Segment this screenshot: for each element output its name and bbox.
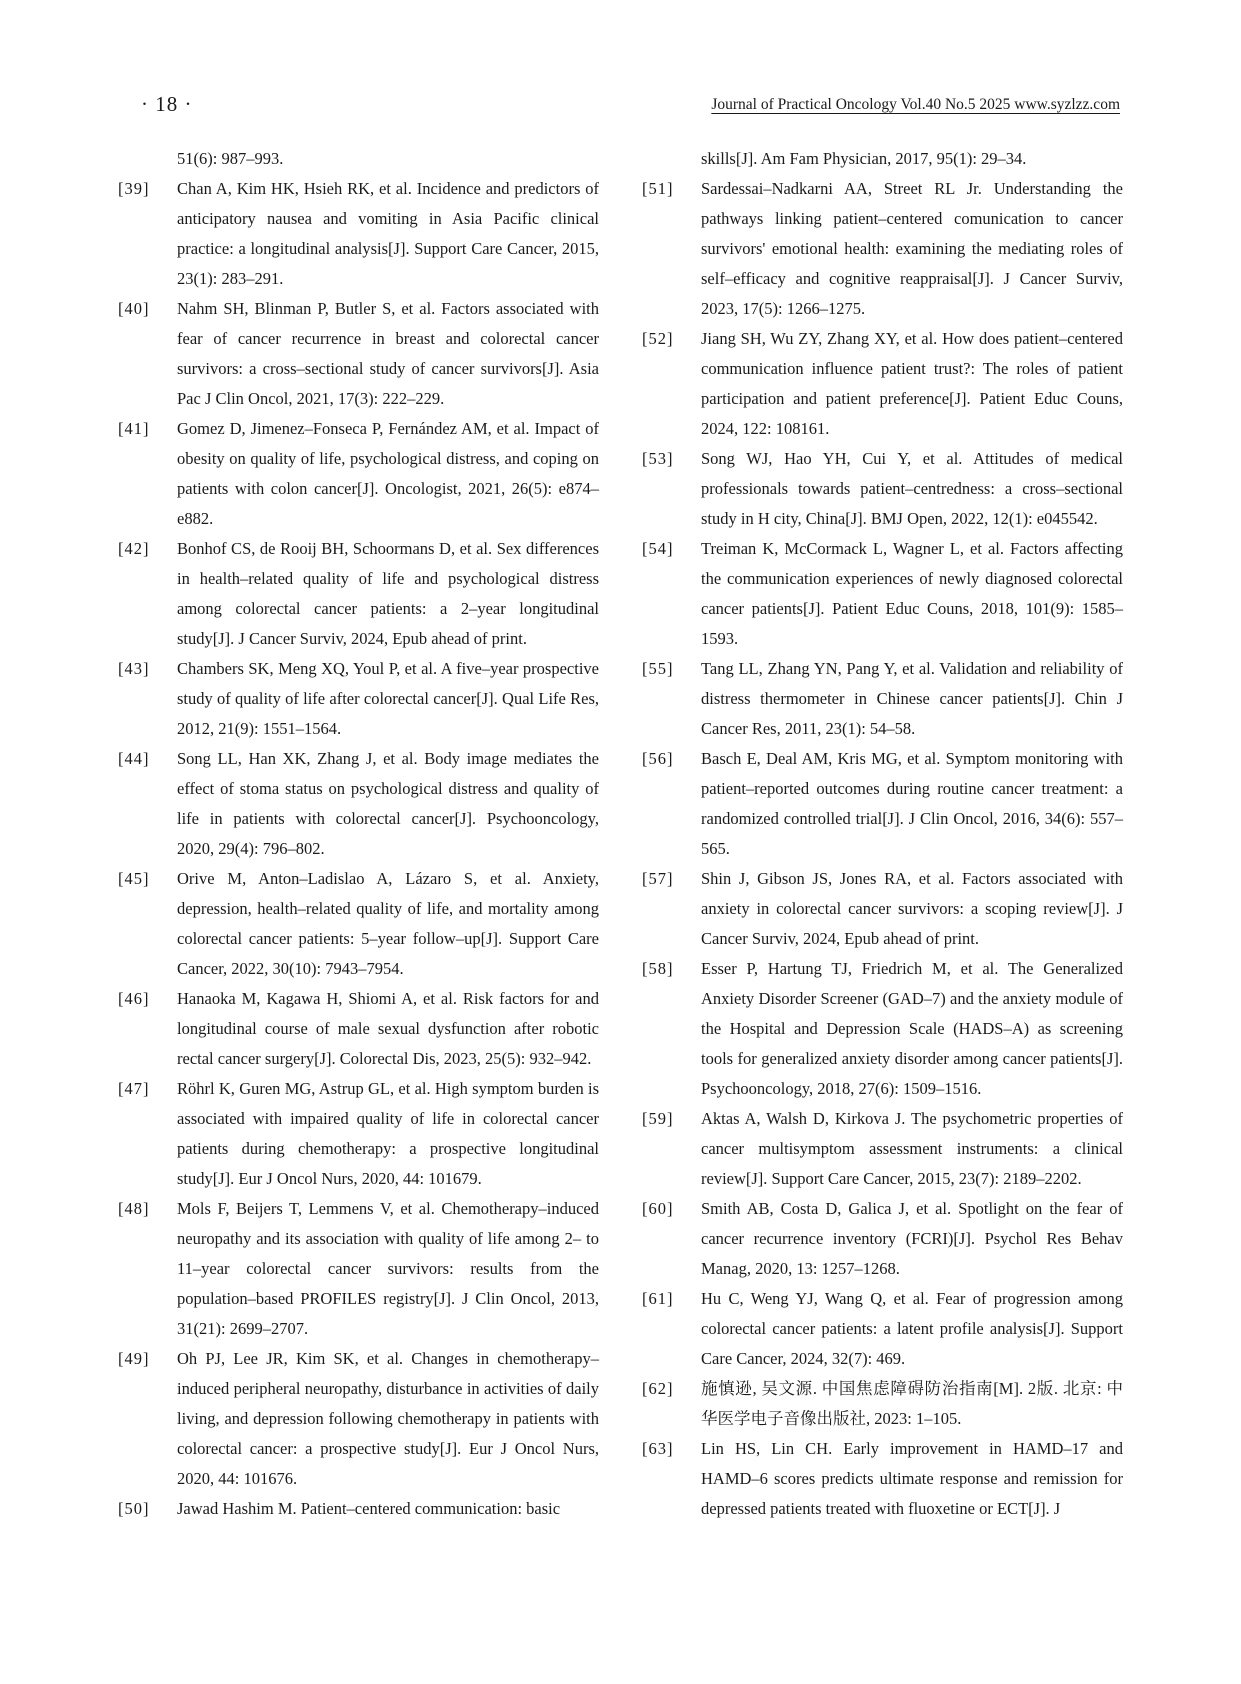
reference-number: [56] [642,749,674,768]
reference-text: Tang LL, Zhang YN, Pang Y, et al. Validation and reliability of distress thermometer in Chinese cancer patients[J]. Chin J Cancer Res, 2011, 23(1): 54–58. [701,659,1123,738]
reference-number: [47] [118,1079,150,1098]
reference-text: Smith AB, Costa D, Galica J, et al. Spotlight on the fear of cancer recurrence inventory (FCRI)[J]. Psychol Res Behav Manag, 2020, 13: 1257–1268. [701,1199,1123,1278]
reference-text: Song LL, Han XK, Zhang J, et al. Body image mediates the effect of stoma status on psychological distress and quality of life in patients with colorectal cancer[J]. Psychooncology, 2020, 29(4): 796–802. [177,749,599,858]
reference-text: Esser P, Hartung TJ, Friedrich M, et al. The Generalized Anxiety Disorder Screener (GAD–7) and the anxiety module of the Hospital and Depression Scale (HADS–A) as screening tools for generalized anxiety disorder among cancer patients[J]. Psychooncology, 2018, 27(6): 1509–1516. [701,959,1123,1098]
page-number: · 18 · [141,92,193,116]
reference-item [642,744,1123,864]
reference-text: Hu C, Weng YJ, Wang Q, et al. Fear of progression among colorectal cancer patients: a latent profile analysis[J]. Support Care Cancer, 2024, 32(7): 469. [701,1289,1123,1368]
reference-number: [45] [118,869,150,888]
reference-number: [54] [642,539,674,558]
reference-number: [60] [642,1199,674,1218]
reference-number: [39] [118,179,150,198]
reference-text: Song WJ, Hao YH, Cui Y, et al. Attitudes of medical professionals towards patient–centredness: a cross–sectional study in H city, China[J]. BMJ Open, 2022, 12(1): e045542. [701,449,1123,528]
reference-item [118,414,599,534]
reference-number: [48] [118,1199,150,1218]
reference-item [642,324,1123,444]
reference-item [642,1194,1123,1284]
reference-item [118,174,599,294]
continued-reference-text: skills[J]. Am Fam Physician, 2017, 95(1): 29–34. [701,149,1027,168]
reference-text: Treiman K, McCormack L, Wagner L, et al. Factors affecting the communication experiences of newly diagnosed colorectal cancer patients[J]. Patient Educ Couns, 2018, 101(9): 1585–1593. [701,539,1123,648]
reference-text: Orive M, Anton–Ladislao A, Lázaro S, et al. Anxiety, depression, health–related quality of life, and mortality among colorectal cancer patients: 5–year follow–up[J]. Support Care Cancer, 2022, 30(10): 7943–7954. [177,869,599,978]
reference-text: Sardessai–Nadkarni AA, Street RL Jr. Understanding the pathways linking patient–centered comunication to cancer survivors' emotional health: examining the mediating roles of self–efficacy and cognitive reappraisal[J]. J Cancer Surviv, 2023, 17(5): 1266–1275. [701,179,1123,318]
reference-item [642,954,1123,1104]
reference-item [642,864,1123,954]
reference-number: [55] [642,659,674,678]
reference-item [642,534,1123,654]
reference-text: Shin J, Gibson JS, Jones RA, et al. Factors associated with anxiety in colorectal cancer survivors: a scoping review[J]. J Cancer Surviv, 2024, Epub ahead of print. [701,869,1123,948]
reference-item [118,654,599,744]
reference-number: [41] [118,419,150,438]
reference-text: Aktas A, Walsh D, Kirkova J. The psychometric properties of cancer multisymptom assessment instruments: a clinical review[J]. Support Care Cancer, 2015, 23(7): 2189–2202. [701,1109,1123,1188]
reference-number: [53] [642,449,674,468]
reference-text: Lin HS, Lin CH. Early improvement in HAMD–17 and HAMD–6 scores predicts ultimate response and remission for depressed patients treated with fluoxetine or ECT[J]. J [701,1439,1123,1518]
reference-item [118,1074,599,1194]
reference-item [118,534,599,654]
reference-number: [62] [642,1379,674,1398]
reference-text: Mols F, Beijers T, Lemmens V, et al. Chemotherapy–induced neuropathy and its association with quality of life among 2– to 11–year colorectal cancer survivors: results from the population–based PROFILES registry[J]. J Clin Oncol, 2013, 31(21): 2699–2707. [177,1199,599,1338]
reference-number: [57] [642,869,674,888]
reference-item [642,1434,1123,1524]
reference-text: Chan A, Kim HK, Hsieh RK, et al. Incidence and predictors of anticipatory nausea and vomiting in Asia Pacific clinical practice: a longitudinal analysis[J]. Support Care Cancer, 2015, 23(1): 283–291. [177,179,599,288]
reference-text: Röhrl K, Guren MG, Astrup GL, et al. High symptom burden is associated with impaired quality of life in colorectal cancer patients during chemotherapy: a prospective longitudinal study[J]. Eur J Oncol Nurs, 2020, 44: 101679. [177,1079,599,1188]
reference-item [118,744,599,864]
journal-running-header: Journal of Practical Oncology Vol.40 No.5 2025 www.syzlzz.com [711,96,1120,113]
reference-number: [46] [118,989,150,1008]
reference-text: Hanaoka M, Kagawa H, Shiomi A, et al. Risk factors for and longitudinal course of male sexual dysfunction after robotic rectal cancer surgery[J]. Colorectal Dis, 2023, 25(5): 932–942. [177,989,599,1068]
reference-number: [63] [642,1439,674,1458]
reference-item [118,864,599,984]
continued-reference-text: 51(6): 987–993. [177,149,284,168]
reference-text: Bonhof CS, de Rooij BH, Schoormans D, et al. Sex differences in health–related quality of life and psychological distress among colorectal cancer patients: a 2–year longitudinal study[J]. J Cancer Surviv, 2024, Epub ahead of print. [177,539,599,648]
reference-number: [52] [642,329,674,348]
reference-item [642,1374,1123,1434]
reference-number: [50] [118,1499,150,1518]
reference-item [118,1194,599,1344]
reference-number: [61] [642,1289,674,1308]
reference-number: [51] [642,179,674,198]
reference-item [118,1344,599,1494]
reference-item [642,444,1123,534]
reference-text: Jawad Hashim M. Patient–centered communication: basic [177,1499,561,1518]
reference-text: Basch E, Deal AM, Kris MG, et al. Symptom monitoring with patient–reported outcomes during routine cancer treatment: a randomized controlled trial[J]. J Clin Oncol, 2016, 34(6): 557–565. [701,749,1123,858]
reference-number: [59] [642,1109,674,1128]
reference-number: [40] [118,299,150,318]
reference-item [642,174,1123,324]
reference-item [642,1104,1123,1194]
right-column [642,144,1123,1524]
reference-number: [43] [118,659,150,678]
left-column [118,144,599,1524]
reference-item [642,654,1123,744]
reference-number: [44] [118,749,150,768]
reference-number: [49] [118,1349,150,1368]
reference-text: Gomez D, Jimenez–Fonseca P, Fernández AM, et al. Impact of obesity on quality of life, psychological distress, and coping on patients with colon cancer[J]. Oncologist, 2021, 26(5): e874–e882. [177,419,599,528]
reference-text: Oh PJ, Lee JR, Kim SK, et al. Changes in chemotherapy–induced peripheral neuropathy, disturbance in activities of daily living, and depression following chemotherapy in patients with colorectal cancer: a prospective study[J]. Eur J Oncol Nurs, 2020, 44: 101676. [177,1349,599,1488]
reference-number: [58] [642,959,674,978]
reference-text: Nahm SH, Blinman P, Butler S, et al. Factors associated with fear of cancer recurrence in breast and colorectal cancer survivors: a cross–sectional study of cancer survivors[J]. Asia Pac J Clin Oncol, 2021, 17(3): 222–229. [177,299,599,408]
reference-number: [42] [118,539,150,558]
reference-text: Chambers SK, Meng XQ, Youl P, et al. A five–year prospective study of quality of life after colorectal cancer[J]. Qual Life Res, 2012, 21(9): 1551–1564. [177,659,599,738]
reference-text: 施慎逊, 吴文源. 中国焦虑障碍防治指南[M]. 2版. 北京: 中华医学电子音像出版社, 2023: 1–105. [701,1379,1123,1428]
reference-list [118,174,599,1524]
reference-item [118,1494,599,1524]
reference-list [642,174,1123,1524]
reference-item [642,1284,1123,1374]
reference-text: Jiang SH, Wu ZY, Zhang XY, et al. How does patient–centered communication influence patient trust?: The roles of patient participation and patient preference[J]. Patient Educ Couns, 2024, 122: 108161. [701,329,1123,438]
reference-item [118,294,599,414]
reference-item [118,984,599,1074]
